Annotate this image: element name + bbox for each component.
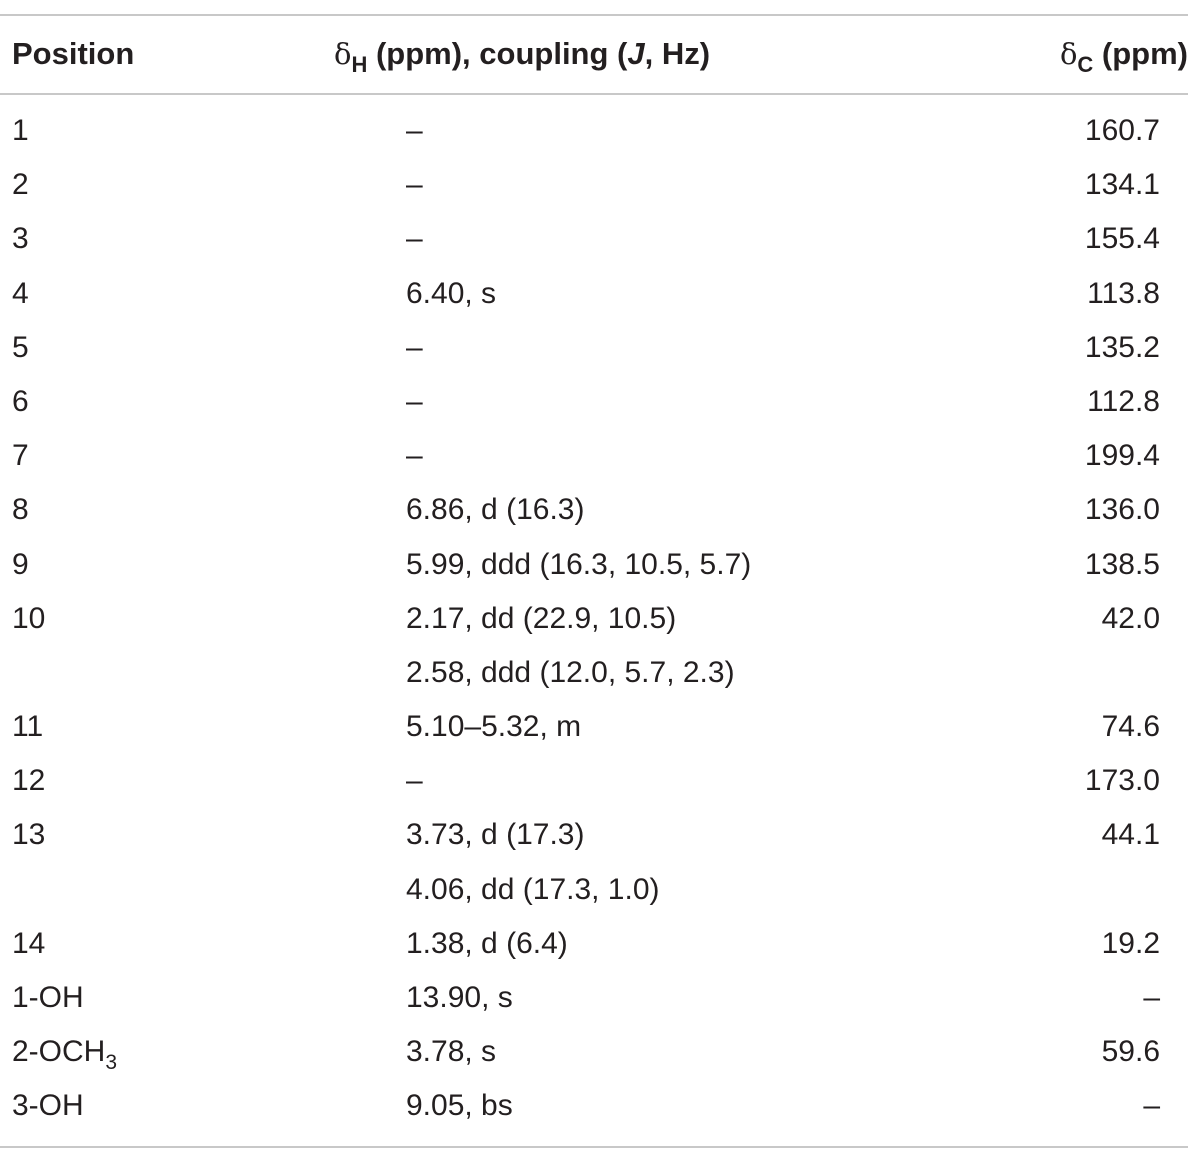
cell-delta-c: 74.6 [1101, 710, 1160, 744]
cell-delta-c: 19.2 [1101, 926, 1160, 960]
table-row [0, 104, 1188, 158]
table-header [0, 28, 1188, 78]
table-row [0, 429, 1188, 483]
table-row [0, 212, 1188, 266]
table-top-rule [0, 14, 1188, 16]
cell-delta-c: 136.0 [1084, 493, 1160, 527]
cell-delta-c: 173.0 [1084, 764, 1160, 798]
cell-delta-h: 3.78, s [406, 1035, 497, 1069]
cell-delta-h: – [406, 330, 423, 364]
cell-delta-h: 2.17, dd (22.9, 10.5) [406, 601, 677, 635]
position-main: 2-OCH [12, 1035, 106, 1069]
delta-symbol: δ [334, 37, 352, 71]
cell-delta-h: – [406, 439, 423, 473]
cell-position: 5 [12, 330, 29, 364]
cell-delta-h: 9.05, bs [406, 1089, 513, 1123]
cell-delta-h: 5.99, ddd (16.3, 10.5, 5.7) [406, 547, 752, 581]
cell-delta-c: 42.0 [1101, 601, 1160, 635]
cell-position: 6 [12, 384, 29, 418]
table-row [0, 375, 1188, 429]
cell-delta-h: 5.10–5.32, m [406, 710, 582, 744]
cell-delta-h: – [406, 168, 423, 202]
header-j-italic: J [627, 36, 645, 71]
cell-delta-c: 134.1 [1084, 168, 1160, 202]
table-row [0, 646, 1188, 700]
cell-position: 3 [12, 222, 29, 256]
cell-delta-c: 59.6 [1101, 1035, 1160, 1069]
cell-position [12, 1035, 118, 1075]
cell-position: 10 [12, 601, 46, 635]
header-delta-h [334, 36, 711, 77]
cell-position: 4 [12, 276, 29, 310]
header-delta-h-text-end: , Hz) [644, 36, 711, 71]
cell-position: 13 [12, 818, 46, 852]
table-row [0, 158, 1188, 212]
cell-delta-c: 112.8 [1087, 384, 1160, 418]
table-header-rule [0, 93, 1188, 95]
subscript-c: C [1077, 52, 1094, 77]
table-row [0, 917, 1188, 971]
cell-position: 3-OH [12, 1089, 84, 1123]
table-row [0, 538, 1188, 592]
table-row [0, 321, 1188, 375]
table-row [0, 754, 1188, 808]
cell-delta-h: 6.40, s [406, 276, 497, 310]
cell-delta-c: 199.4 [1084, 439, 1160, 473]
header-position: Position [12, 36, 135, 71]
cell-delta-h: – [406, 764, 423, 798]
cell-delta-h: – [406, 384, 423, 418]
table-row [0, 267, 1188, 321]
table-row [0, 592, 1188, 646]
subscript-h: H [351, 52, 368, 77]
cell-delta-c: 135.2 [1084, 330, 1160, 364]
table-row [0, 1079, 1188, 1133]
cell-position: 9 [12, 547, 29, 581]
cell-delta-h: – [406, 222, 423, 256]
header-delta-c-text: (ppm) [1093, 36, 1188, 71]
cell-delta-c: – [1143, 981, 1160, 1014]
table-row [0, 700, 1188, 754]
cell-delta-h: 6.86, d (16.3) [406, 493, 585, 527]
table-row [0, 1025, 1188, 1079]
cell-position: 2 [12, 168, 29, 202]
cell-delta-h: 4.06, dd (17.3, 1.0) [406, 872, 660, 906]
table-row [0, 863, 1188, 917]
cell-delta-h: 1.38, d (6.4) [406, 926, 568, 960]
cell-delta-h: – [406, 114, 423, 147]
header-delta-h-text: (ppm), coupling ( [367, 36, 628, 71]
cell-position: 1-OH [12, 981, 84, 1014]
cell-delta-h: 2.58, ddd (12.0, 5.7, 2.3) [406, 655, 735, 689]
cell-delta-c: – [1143, 1089, 1160, 1123]
cell-position: 14 [12, 926, 46, 960]
cell-position: 11 [12, 710, 44, 744]
delta-symbol: δ [1059, 37, 1078, 71]
cell-delta-c: 155.4 [1084, 222, 1160, 256]
cell-position: 1 [12, 114, 29, 147]
header-delta-c [1059, 36, 1188, 77]
cell-position: 8 [12, 493, 29, 527]
cell-delta-c: 160.7 [1084, 114, 1160, 147]
cell-position: 7 [12, 439, 29, 473]
cell-delta-h: 13.90, s [406, 981, 513, 1014]
cell-position: 12 [12, 764, 46, 798]
position-subscript: 3 [105, 1051, 118, 1075]
cell-delta-h: 3.73, d (17.3) [406, 818, 585, 852]
table-body [0, 104, 1188, 1134]
cell-delta-c: 113.8 [1087, 276, 1160, 310]
table-row [0, 808, 1188, 862]
cell-delta-c: 138.5 [1084, 547, 1160, 581]
table-row [0, 483, 1188, 537]
table-bottom-rule [0, 1146, 1188, 1148]
table-row [0, 971, 1188, 1025]
cell-delta-c: 44.1 [1101, 818, 1160, 852]
